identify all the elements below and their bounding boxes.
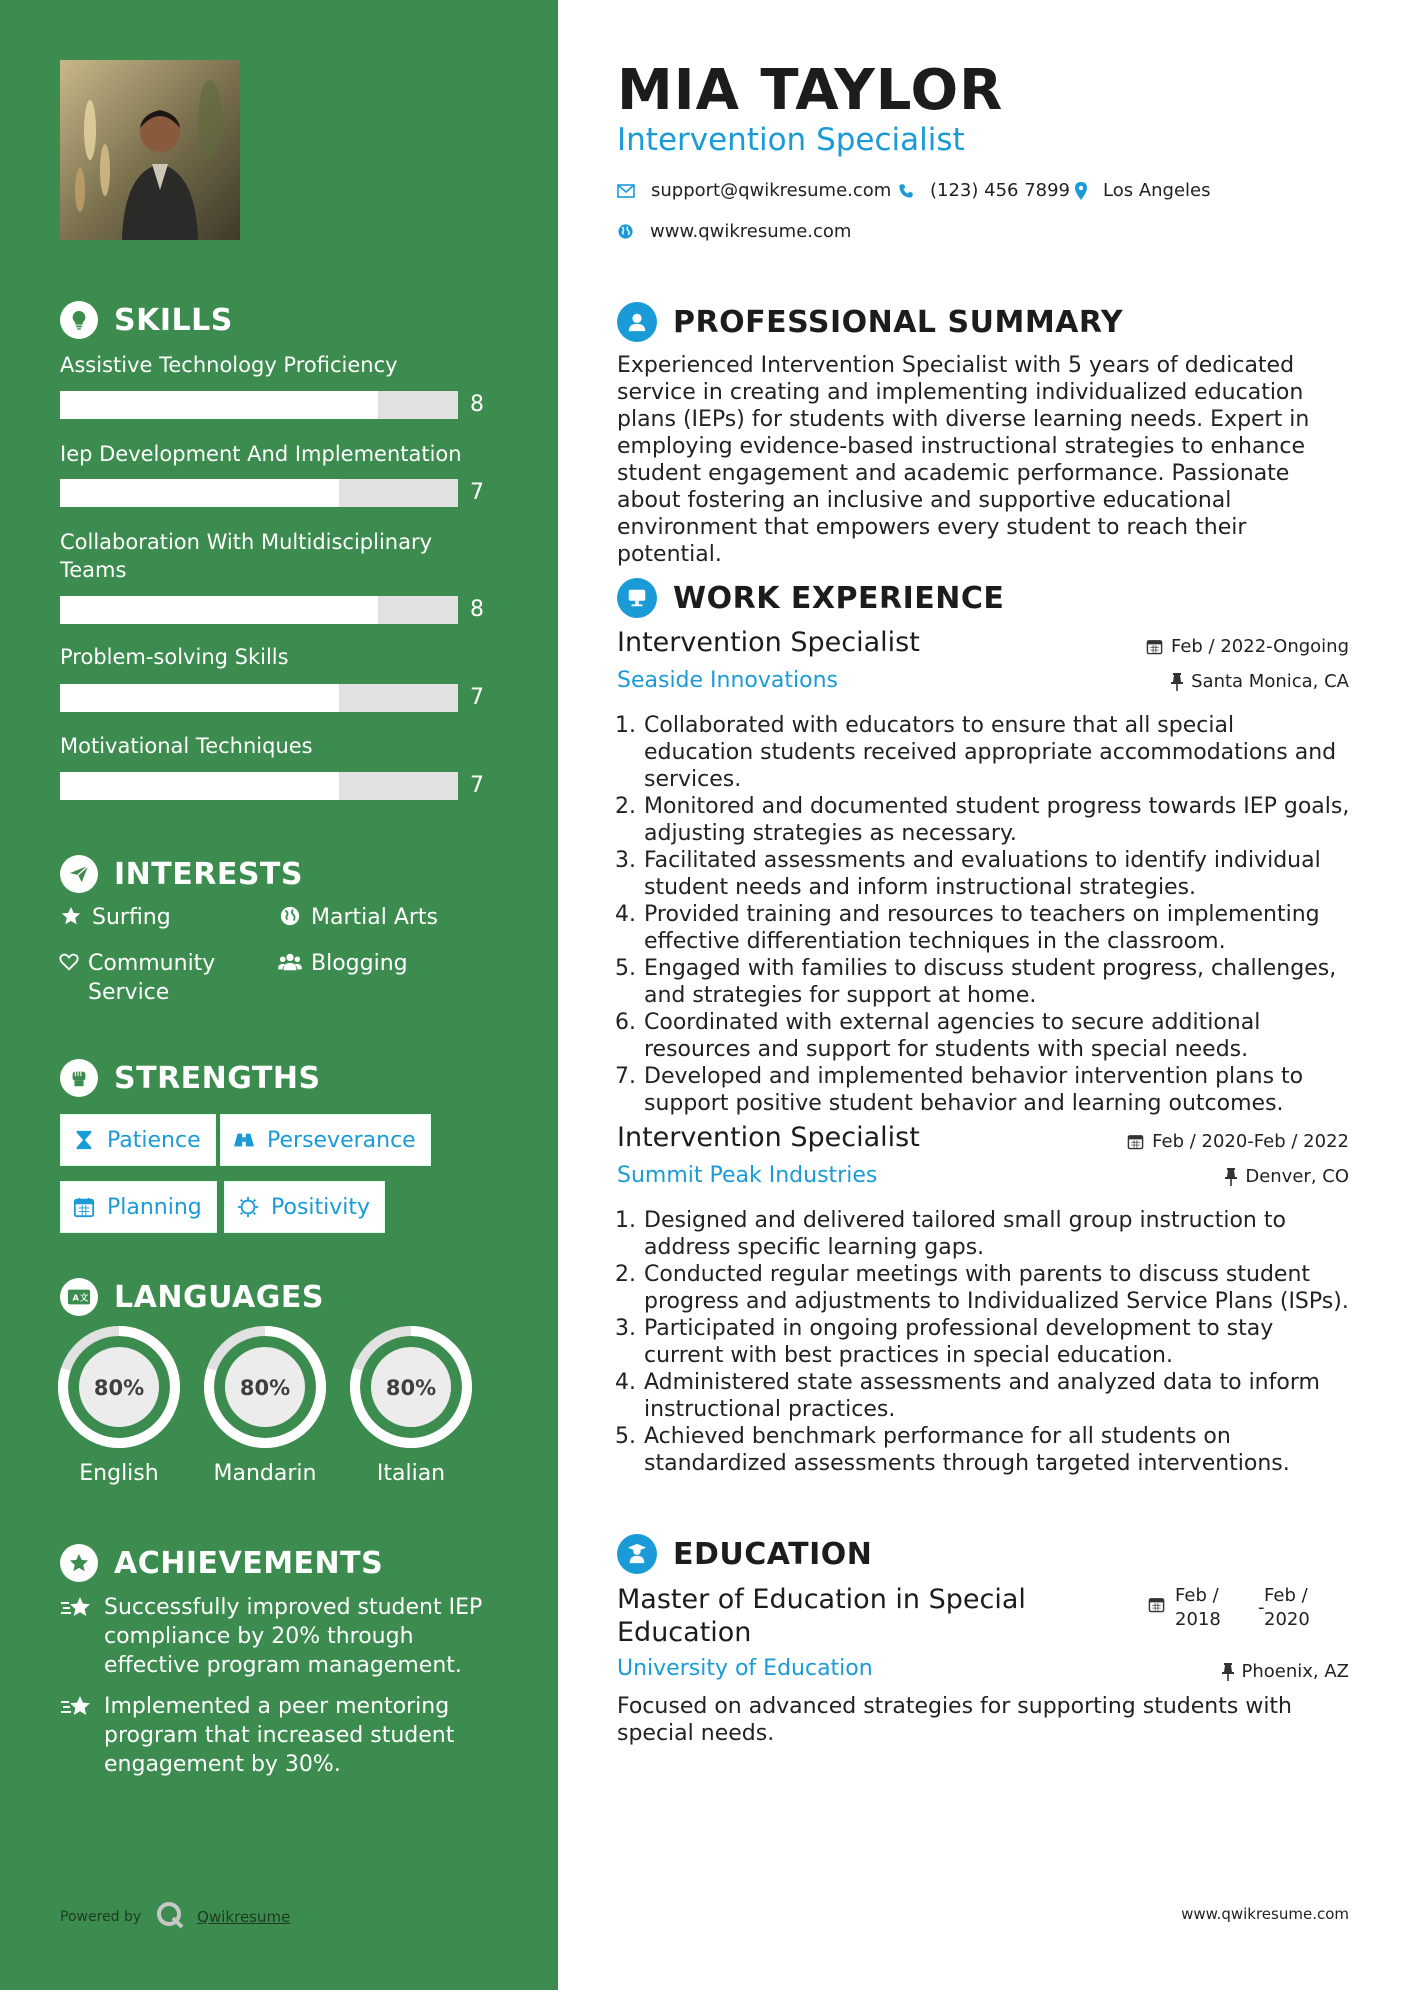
powered-by	[60, 1900, 290, 1934]
strength-label: Perseverance	[267, 1127, 416, 1153]
skill-value: 7	[470, 480, 484, 505]
language-percent: 80%	[239, 1376, 291, 1400]
strengths-heading-text: STRENGTHS	[114, 1060, 321, 1096]
job-role: Intervention Specialist	[617, 1122, 920, 1153]
skill-value: 7	[470, 773, 484, 798]
profile-photo	[60, 60, 240, 240]
website-text[interactable]: www.qwikresume.com	[650, 221, 852, 242]
skill-bar	[60, 684, 458, 712]
language-name: Mandarin	[213, 1461, 317, 1486]
achievements-heading-text: ACHIEVEMENTS	[114, 1545, 384, 1581]
pushpin-icon	[1225, 1168, 1237, 1186]
language-ring	[203, 1325, 327, 1449]
strength-label: Planning	[107, 1194, 202, 1220]
skill-bar-fill	[60, 479, 339, 507]
contact-website	[617, 221, 851, 242]
map-pin-icon	[1075, 182, 1087, 200]
job-bullets	[610, 712, 1350, 1117]
skill-value: 8	[470, 597, 484, 622]
interest-label: Surfing	[92, 905, 171, 930]
skill-bar-fill	[60, 772, 339, 800]
skill-bar-fill	[60, 391, 378, 419]
skill-value: 7	[470, 685, 484, 710]
paper-plane-icon	[60, 855, 98, 893]
qwikresume-link[interactable]: Qwikresume	[197, 1908, 291, 1926]
language-name: English	[79, 1461, 159, 1486]
lightbulb-icon	[60, 301, 98, 339]
language-item	[349, 1325, 473, 1486]
strength-label: Positivity	[271, 1194, 371, 1220]
star-icon	[58, 903, 84, 927]
experience-heading-text: WORK EXPERIENCE	[673, 580, 1005, 616]
education-location-text: Phoenix, AZ	[1241, 1661, 1349, 1682]
job-location-text: Denver, CO	[1245, 1166, 1349, 1187]
education-end: Feb / 2020	[1264, 1585, 1310, 1630]
interest-label: Community Service	[88, 951, 216, 1005]
list-item: 5. Achieved benchmark performance for all students on standardized assessments through targeted interventions.	[615, 1424, 1290, 1476]
language-ring	[57, 1325, 181, 1449]
achievement-text: Implemented a peer mentoring program that increased student engagement by 30%.	[104, 1694, 455, 1777]
language-item	[203, 1325, 327, 1486]
list-item: 5. Engaged with families to discuss student progress, challenges, and strategies for support at home.	[615, 956, 1337, 1008]
phone-text[interactable]: (123) 456 7899	[930, 180, 1071, 201]
achievement-text: Successfully improved student IEP compliance by 20% through effective program management.	[104, 1595, 483, 1678]
education-calendar	[1148, 1596, 1165, 1620]
fist-icon	[60, 1059, 98, 1097]
qwikresume-logo-icon	[155, 1900, 185, 1934]
interest-item	[58, 949, 248, 1007]
achievement-item	[60, 1692, 500, 1779]
briefcase-icon	[617, 578, 657, 618]
skill-name: Problem-solving Skills	[60, 645, 289, 669]
education-start: Feb / 2018	[1175, 1585, 1221, 1630]
heart-outline-icon	[58, 949, 80, 973]
skill-name: Assistive Technology Proficiency	[60, 353, 398, 377]
envelope-icon	[617, 184, 635, 198]
language-percent: 80%	[93, 1376, 145, 1400]
strength-tag	[224, 1181, 385, 1233]
powered-by-label: Powered by	[60, 1909, 142, 1925]
globe-icon	[617, 223, 634, 240]
job-bullets	[610, 1207, 1350, 1477]
candidate-name: MIA TAYLOR	[617, 58, 1004, 123]
phone-icon	[898, 183, 914, 199]
shooting-star-icon	[60, 1593, 94, 1680]
list-item: 2. Conducted regular meetings with parents to discuss student progress and adjustments to Individualized Service Plans (ISPs).	[615, 1262, 1349, 1314]
contact-email	[617, 180, 891, 201]
skill-bar	[60, 772, 458, 800]
list-item: 3. Facilitated assessments and evaluations to identify individual student needs and inform instructional strategies.	[615, 848, 1321, 900]
skill-name: Collaboration With Multidisciplinary Teams	[60, 530, 433, 582]
calendar-icon	[1127, 1133, 1144, 1150]
job-dates	[1127, 1131, 1349, 1152]
language-ring	[349, 1325, 473, 1449]
experience-heading	[617, 576, 1004, 620]
sun-icon	[235, 1196, 261, 1218]
job-dates-text: Feb / 2022-Ongoing	[1170, 636, 1349, 657]
job-company: Summit Peak Industries	[617, 1163, 878, 1188]
skill-bar-fill	[60, 596, 378, 624]
list-item: 2. Monitored and documented student progress towards IEP goals, adjusting strategies as necessary.	[615, 794, 1350, 846]
languages-heading-text: LANGUAGES	[114, 1279, 324, 1315]
job-company: Seaside Innovations	[617, 668, 838, 693]
language-name: Italian	[376, 1461, 446, 1486]
strength-tag	[220, 1114, 431, 1166]
education-school: University of Education	[617, 1656, 873, 1681]
list-item: 6. Coordinated with external agencies to secure additional resources and support for students with special needs.	[615, 1010, 1261, 1062]
candidate-title: Intervention Specialist	[617, 122, 965, 158]
interests-heading	[60, 854, 303, 894]
calendar-icon	[1146, 638, 1163, 655]
svg-text:文: 文	[79, 1292, 89, 1303]
binoculars-icon	[231, 1130, 257, 1150]
education-description: Focused on advanced strategies for supporting students with special needs.	[617, 1694, 1292, 1746]
hourglass-icon	[71, 1129, 97, 1151]
strength-label: Patience	[107, 1127, 201, 1153]
job-location	[1171, 671, 1349, 692]
footer-website[interactable]: www.qwikresume.com	[1181, 1905, 1349, 1923]
interest-label: Martial Arts	[311, 905, 439, 930]
user-icon	[617, 302, 657, 342]
contact-location	[1075, 180, 1211, 201]
graduate-icon	[617, 1534, 657, 1574]
list-item: 3. Participated in ongoing professional development to stay current with best practices in special education.	[615, 1316, 1274, 1368]
job-location	[1225, 1166, 1349, 1187]
svg-text:A: A	[72, 1292, 79, 1303]
location-text: Los Angeles	[1103, 180, 1211, 201]
education-date-dash: -	[1258, 1597, 1265, 1618]
achievement-item	[60, 1593, 500, 1680]
strength-tag	[60, 1114, 216, 1166]
achievements-heading	[60, 1543, 383, 1583]
education-location	[1222, 1661, 1350, 1682]
users-icon	[277, 949, 303, 973]
strength-tag	[60, 1181, 217, 1233]
language-percent: 80%	[385, 1376, 437, 1400]
languages-heading	[60, 1277, 324, 1317]
skill-name: Motivational Techniques	[60, 734, 313, 758]
skills-heading-text: SKILLS	[114, 302, 233, 338]
skill-bar	[60, 479, 458, 507]
job-dates-text: Feb / 2020-Feb / 2022	[1152, 1131, 1349, 1152]
skill-name: Iep Development And Implementation	[60, 442, 462, 466]
summary-heading	[617, 300, 1123, 344]
summary-heading-text: PROFESSIONAL SUMMARY	[673, 304, 1124, 340]
list-item: 4. Administered state assessments and analyzed data to inform instructional practices.	[615, 1370, 1320, 1422]
skills-heading	[60, 300, 233, 340]
skill-bar	[60, 391, 458, 419]
star-badge-icon	[60, 1544, 98, 1582]
list-item: 1. Collaborated with educators to ensure that all special education students received appropriate accommodations and services.	[615, 713, 1337, 792]
skill-bar-fill	[60, 684, 339, 712]
education-heading-text: EDUCATION	[673, 1536, 873, 1572]
education-heading	[617, 1532, 872, 1576]
job-location-text: Santa Monica, CA	[1191, 671, 1349, 692]
list-item: 4. Provided training and resources to teachers on implementing effective differentiation techniques in the classroom.	[615, 902, 1320, 954]
job-dates	[1146, 636, 1349, 657]
list-item: 7. Developed and implemented behavior intervention plans to support positive student behavior and learning outcomes.	[615, 1064, 1304, 1116]
calendar-icon	[1148, 1597, 1165, 1618]
shooting-star-icon	[60, 1692, 94, 1779]
strengths-heading	[60, 1058, 321, 1098]
sidebar	[0, 0, 558, 1990]
interest-item	[277, 903, 438, 932]
globe-icon	[277, 903, 303, 927]
interest-item	[58, 903, 171, 932]
pushpin-icon	[1171, 673, 1183, 691]
education-degree: Master of Education in Special Education	[617, 1584, 1026, 1648]
interests-heading-text: INTERESTS	[114, 856, 303, 892]
interest-label: Blogging	[311, 951, 408, 976]
job-role: Intervention Specialist	[617, 627, 920, 658]
list-item: 1. Designed and delivered tailored small group instruction to address specific learning gaps.	[615, 1208, 1286, 1260]
email-text[interactable]: support@qwikresume.com	[651, 180, 892, 201]
calendar-icon	[71, 1196, 97, 1218]
summary-text: Experienced Intervention Specialist with 5 years of dedicated service in creating and implementing individualized education plans (IEPs) for students with diverse learning needs. Expert in employing evidence-based instructional strategies to enhance student engagement and academic performance. Passionate about fostering an inclusive and supportive educational environment that empowers every student to reach their potential.	[617, 353, 1310, 567]
contact-phone	[898, 180, 1070, 201]
skill-value: 8	[470, 392, 484, 417]
language-item	[57, 1325, 181, 1486]
pushpin-icon	[1222, 1663, 1234, 1681]
skill-bar	[60, 596, 458, 624]
interest-item	[277, 949, 408, 978]
language-icon	[60, 1278, 98, 1316]
